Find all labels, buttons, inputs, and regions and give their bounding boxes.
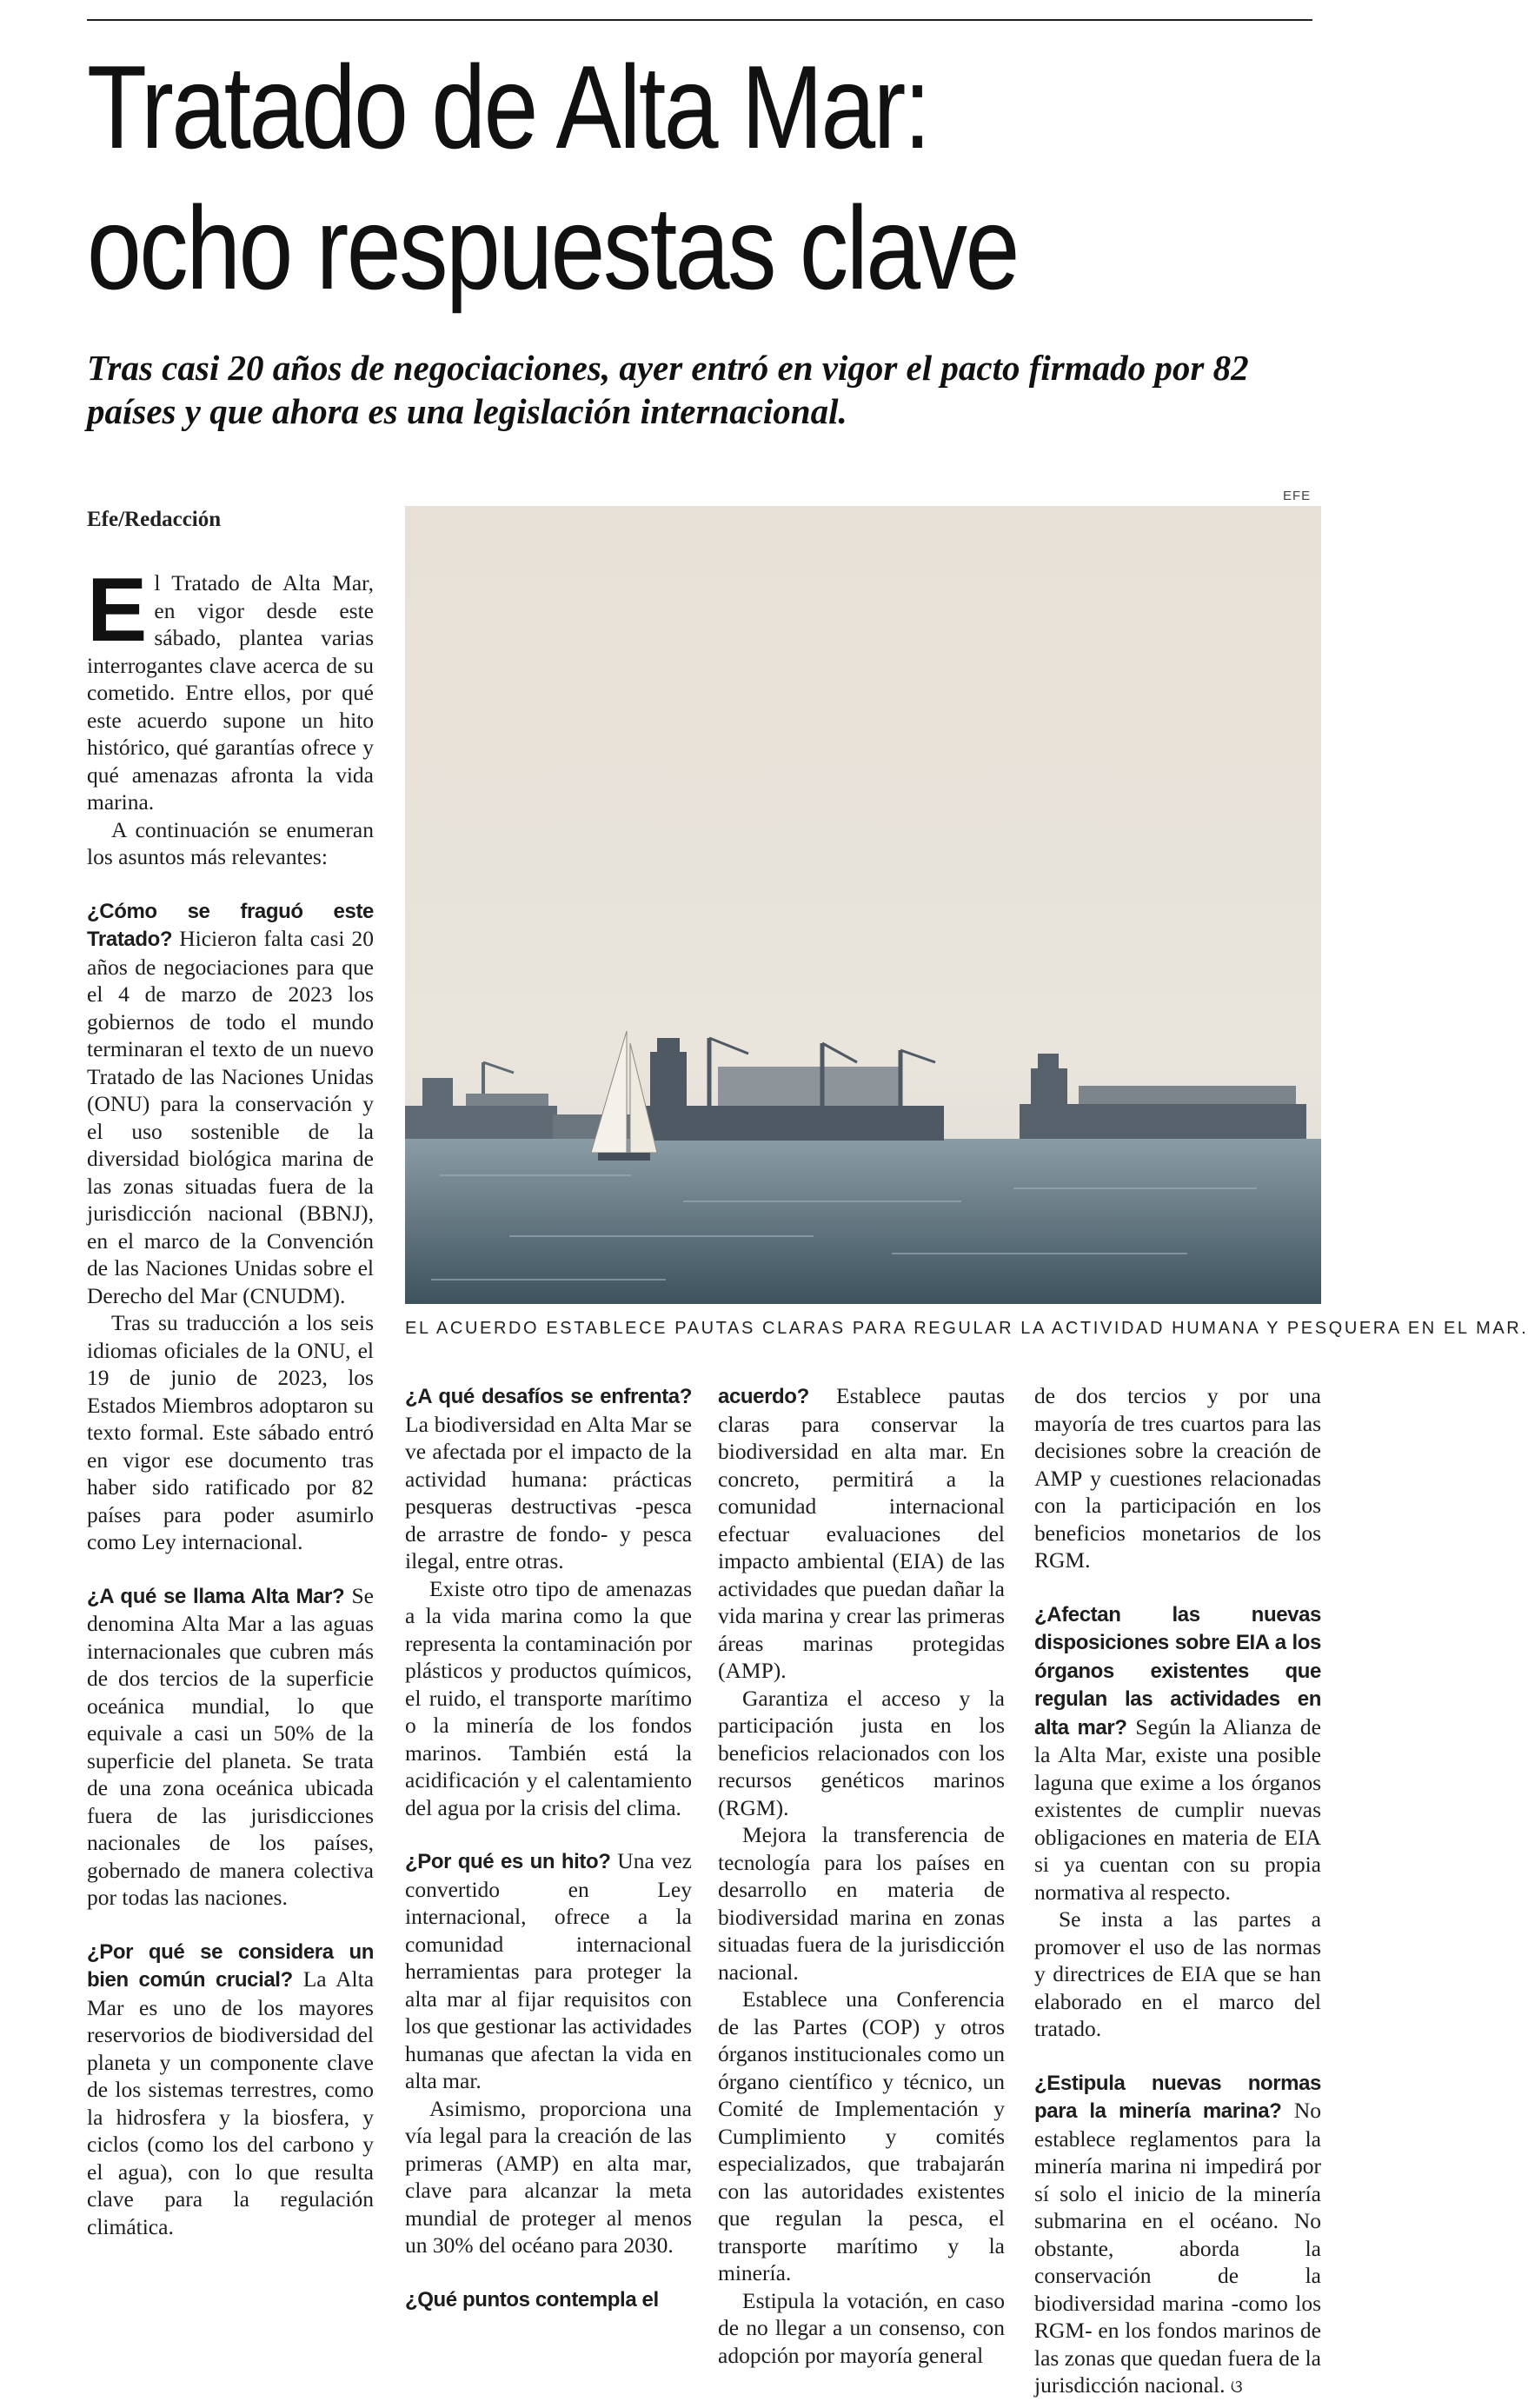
question-heading: ¿Afectan las nuevas disposiciones sobre EIA a los órganos existentes que regulan las actividades en alta mar? (1034, 1602, 1321, 1739)
column-4 (1034, 1382, 1321, 2401)
answer-text: Según la Alianza de la Alta Mar, existe una posible laguna que exime a los órganos existentes de cumplir nuevas obligaciones en materia de EIA si ya cuentan con su propia normativa al respecto. (1034, 1713, 1321, 1905)
answer-text: La Alta Mar es uno de los mayores reservorios de biodiversidad del planeta y un componente clave de los sistemas terrestres, como la hidrosfera y la biosfera, y ciclos (como los del carbono y el agua), con lo que resulta clave para la regulación climática. (87, 1966, 375, 2239)
intro-paragraph-2: A continuación se enumeran los asuntos más relevantes: (87, 816, 374, 869)
drop-cap: E (87, 560, 148, 661)
section-7 (1034, 1600, 1321, 1906)
photo-caption: EL ACUERDO ESTABLECE PAUTAS CLARAS PARA REGULAR LA ACTIVIDAD HUMANA Y PESQUERA EN EL MAR. (405, 1319, 1528, 1338)
question-heading-continued: acuerdo? (718, 1385, 809, 1408)
standfirst: Tras casi 20 años de negociaciones, ayer entró en vigor el pacto firmado por 82 países y que ahora es una legislación internacional. (87, 348, 1249, 431)
answer-paragraph-continued: de dos tercios y por una mayoría de tres cuartos para las decisiones sobre la creación de AMP y cuestiones relacionadas con la participación en los beneficios monetarios de los RGM. (1034, 1383, 1321, 1573)
answer-paragraph: Establece una Conferencia de las Partes (COP) y otros órganos institucionales como un órgano científico y técnico, un Comité de Implementación y Cumplimiento y comités especializados, que trabajarán con las autoridades existentes que regulan la pesca, el transporte marítimo y la minería. (718, 1986, 1005, 2285)
photo-credit: EFE (1283, 489, 1312, 503)
headline (87, 37, 1112, 318)
answer-paragraph: Se insta a las partes a promover el uso de las normas y directrices de EIA que se han elaborado en el marco del tratado. (1034, 1906, 1321, 2041)
answer-paragraph: Garantiza el acceso y la participación justa en los beneficios relacionados con los recursos genéticos marinos (RGM). (718, 1685, 1005, 1820)
article-photo (405, 506, 1321, 1304)
section-6-heading (405, 2285, 692, 2314)
answer-text: Se denomina Alta Mar a las aguas internacionales que cubren más de dos tercios de la superficie oceánica mundial, lo que equivale a casi un 50% de la superficie del planeta. Se trata de una zona oceánica ubicada fuera de las jurisdicciones nacionales de los países, gobernado de manera colectiva por todas las naciones. (87, 1582, 374, 1910)
answer-paragraph: Asimismo, proporciona una vía legal para la creación de las primeras (AMP) en alta mar, clave para alcanzar la meta mundial de proteger al menos un 30% del océano para 2030. (405, 2095, 692, 2258)
answer-text: Establece pautas claras para conservar la biodiversidad en alta mar. En concreto, permitirá a la comunidad internacional efectuar evaluaciones del impacto ambiental (EIA) de las actividades que puedan dañar la vida marina y crear las primeras áreas marinas protegidas (AMP). (718, 1383, 1006, 1683)
section-8 (1034, 2069, 1321, 2401)
column-3 (718, 1382, 1005, 2369)
question-heading: ¿A qué desafíos se enfrenta? (405, 1385, 692, 1408)
answer-text: Hicieron falta casi 20 años de negociaciones para que el 4 de marzo de 2023 los gobiernos de todo el mundo terminaran el texto de un nuevo Tratado de las Naciones Unidas (ONU) para la conservación y el uso sostenible de la diversidad biológica marina de las zonas situadas fuera de la jurisdicción nacional (BBNJ), en el marco de la Convención de las Naciones Unidas sobre el Derecho del Mar (CNUDM). (87, 926, 374, 1308)
intro-paragraph: l Tratado de Alta Mar, en vigor desde este sábado, plantea varias interrogantes clave acerca de su cometido. Entre ellos, por qué este acuerdo supone un hito histórico, qué garantías ofrece y qué amenazas afronta la vida marina. (87, 570, 374, 815)
question-heading: ¿Por qué es un hito? (405, 1850, 611, 1873)
headline-line-2: ocho respuestas clave (87, 182, 1018, 314)
answer-paragraph: Mejora la transferencia de tecnología para los países en desarrollo en materia de biodiversidad marina en zonas situadas fuera de la jurisdicción nacional. (718, 1822, 1005, 1985)
question-heading: ¿Cómo se fraguó este Tratado? (87, 899, 374, 951)
answer-paragraph: Estipula la votación, en caso de no llegar a un consenso, con adopción por mayoría general (718, 2287, 1005, 2368)
section-5 (405, 1847, 692, 2095)
ships-at-sea-image (405, 506, 1321, 1304)
answer-text: Una vez convertido en Ley internacional, ofrece a la comunidad internacional herramientas para proteger la alta mar al fijar requisitos con los que gestionar las actividades humanas que afectan la vida en alta mar. (405, 1848, 692, 2093)
section-6 (718, 1382, 1005, 1685)
section-3 (87, 1938, 374, 2241)
end-of-article-icon: ଓ (1230, 2376, 1243, 2397)
question-heading: ¿Estipula nuevas normas para la minería marina? (1034, 2071, 1321, 2123)
answer-paragraph: Existe otro tipo de amenazas a la vida marina como la que representa la contaminación por plásticos y productos químicos, el ruido, el transporte marítimo o la minería de los fondos marinos. También está la acidificación y el calentamiento del agua por la crisis del clima. (405, 1575, 692, 1820)
answer-text: La biodiversidad en Alta Mar se ve afectada por el impacto de la actividad humana: prácticas pesqueras destructivas -pesca de arrastre de fondo- y pesca ilegal, entre otras. (405, 1411, 692, 1573)
answer-text: No establece reglamentos para la minería marina ni impedirá por sí solo el inicio de la minería submarina en el océano. No obstante, aborda la conservación de la biodiversidad marina -como los RGM- en los fondos marinos de las zonas que quedan fuera de la jurisdicción nacional. (1034, 2098, 1322, 2398)
column-1 (87, 560, 375, 2240)
section-4 (405, 1382, 692, 1575)
section-1 (87, 897, 374, 1310)
question-heading: ¿A qué se llama Alta Mar? (87, 1584, 345, 1608)
byline: Efe/Redacción (87, 508, 222, 531)
top-rule (87, 19, 1312, 21)
answer-paragraph: Tras su traducción a los seis idiomas oficiales de la ONU, el 19 de junio de 2023, los Estados Miembros adoptaron su texto formal. Este sábado entró en vigor ese documento tras haber sido ratificado por 82 países para poder asumirlo como Ley internacional. (87, 1310, 374, 1554)
section-2 (87, 1582, 374, 1912)
question-heading: ¿Por qué se considera un bien común crucial? (87, 1939, 374, 1992)
headline-line-1: Tratado de Alta Mar: (87, 41, 929, 173)
question-heading: ¿Qué puntos contempla el (405, 2287, 659, 2312)
column-2 (405, 1382, 692, 2313)
